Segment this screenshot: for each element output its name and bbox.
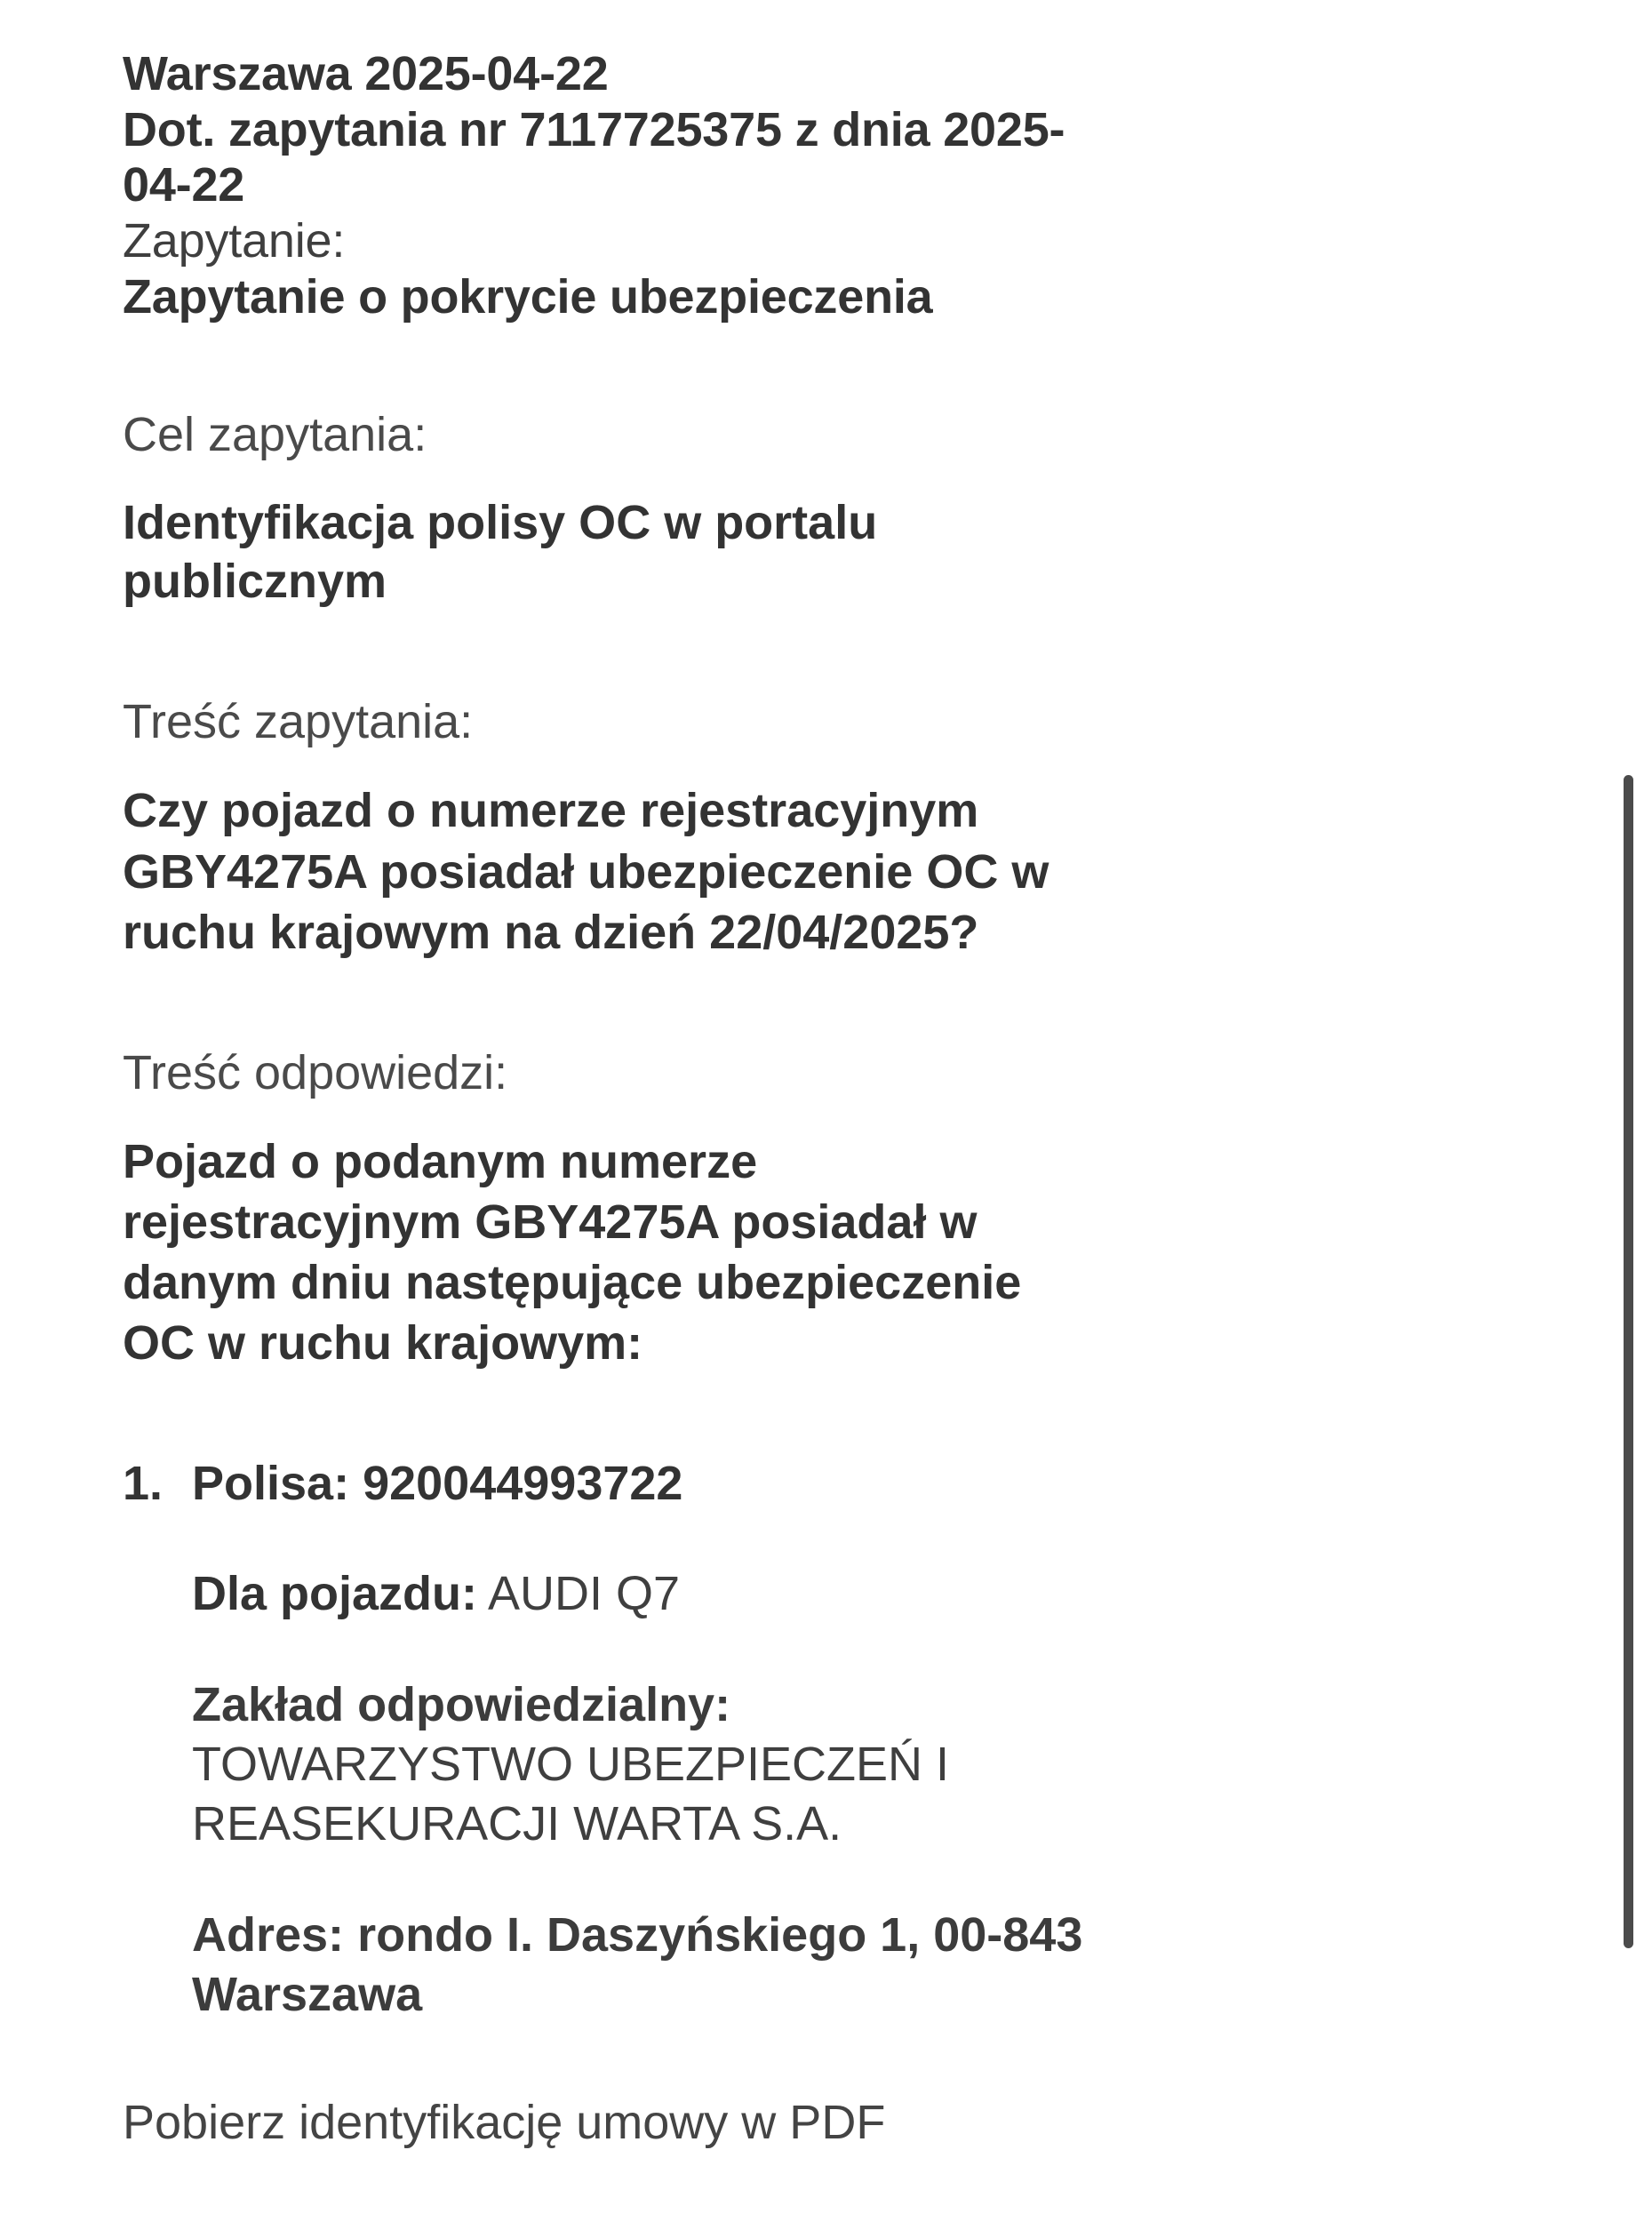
purpose-section	[123, 406, 1127, 611]
policy-label: Polisa:	[192, 1457, 350, 1511]
policy-list	[123, 1455, 1127, 2025]
purpose-value: Identyfikacja polisy OC w portalu publicznym	[123, 495, 878, 608]
scrollbar-thumb[interactable]	[1624, 775, 1633, 1948]
spacer	[192, 1513, 1127, 1564]
question-text: Czy pojazd o numerze rejestracyjnym GBY4275A posiadał ubezpieczenie OC w ruchu krajowym na dzień 22/04/2025?	[123, 784, 1049, 959]
answer-text: Pojazd o podanym numerze rejestracyjnym GBY4275A posiadał w danym dniu następujące ubezpieczenie OC w ruchu krajowym:	[123, 1135, 1022, 1371]
query-title: Zapytanie o pokrycie ubezpieczenia	[123, 269, 933, 324]
policy-number: 920044993722	[363, 1457, 683, 1511]
vehicle-value: AUDI Q7	[488, 1567, 681, 1621]
policy-number-row	[192, 1455, 1127, 1513]
question-section	[123, 693, 1127, 963]
answer-section	[123, 1044, 1127, 1374]
vehicle-row	[192, 1564, 1127, 1624]
question-label: Treść zapytania:	[123, 694, 474, 748]
vehicle-label: Dla pojazdu:	[192, 1567, 477, 1621]
query-label: Zapytanie:	[123, 213, 346, 268]
address-value: rondo I. Daszyńskiego 1, 00-843 Warszawa	[192, 1908, 1083, 2022]
list-item	[123, 1455, 1127, 2025]
spacer	[123, 750, 1127, 780]
spacer	[123, 611, 1127, 693]
insurer-label: Zakład odpowiedzialny:	[192, 1678, 731, 1732]
header-block	[123, 46, 1127, 324]
spacer	[192, 1854, 1127, 1906]
download-pdf-link[interactable]: Pobierz identyfikację umowy w PDF	[123, 2096, 886, 2149]
spacer	[123, 324, 1127, 406]
city-date-line: Warszawa 2025-04-22	[123, 47, 609, 100]
document-content	[123, 46, 1127, 2152]
spacer	[123, 1373, 1127, 1455]
purpose-label: Cel zapytania:	[123, 408, 427, 462]
spacer	[123, 2025, 1127, 2094]
spacer	[123, 464, 1127, 494]
query-reference-line: Dot. zapytania nr 7117725375 z dnia 2025-04-22	[123, 102, 1065, 212]
spacer	[123, 963, 1127, 1044]
spacer	[192, 1624, 1127, 1675]
spacer	[123, 1101, 1127, 1131]
address-row	[192, 1906, 1127, 2025]
insurer-name: TOWARZYSTWO UBEZPIECZEŃ I REASEKURACJI WARTA S.A.	[192, 1738, 950, 1851]
address-label: Adres:	[192, 1908, 345, 1962]
policy-index: 1.	[123, 1457, 164, 1511]
answer-label: Treść odpowiedzi:	[123, 1045, 508, 1099]
